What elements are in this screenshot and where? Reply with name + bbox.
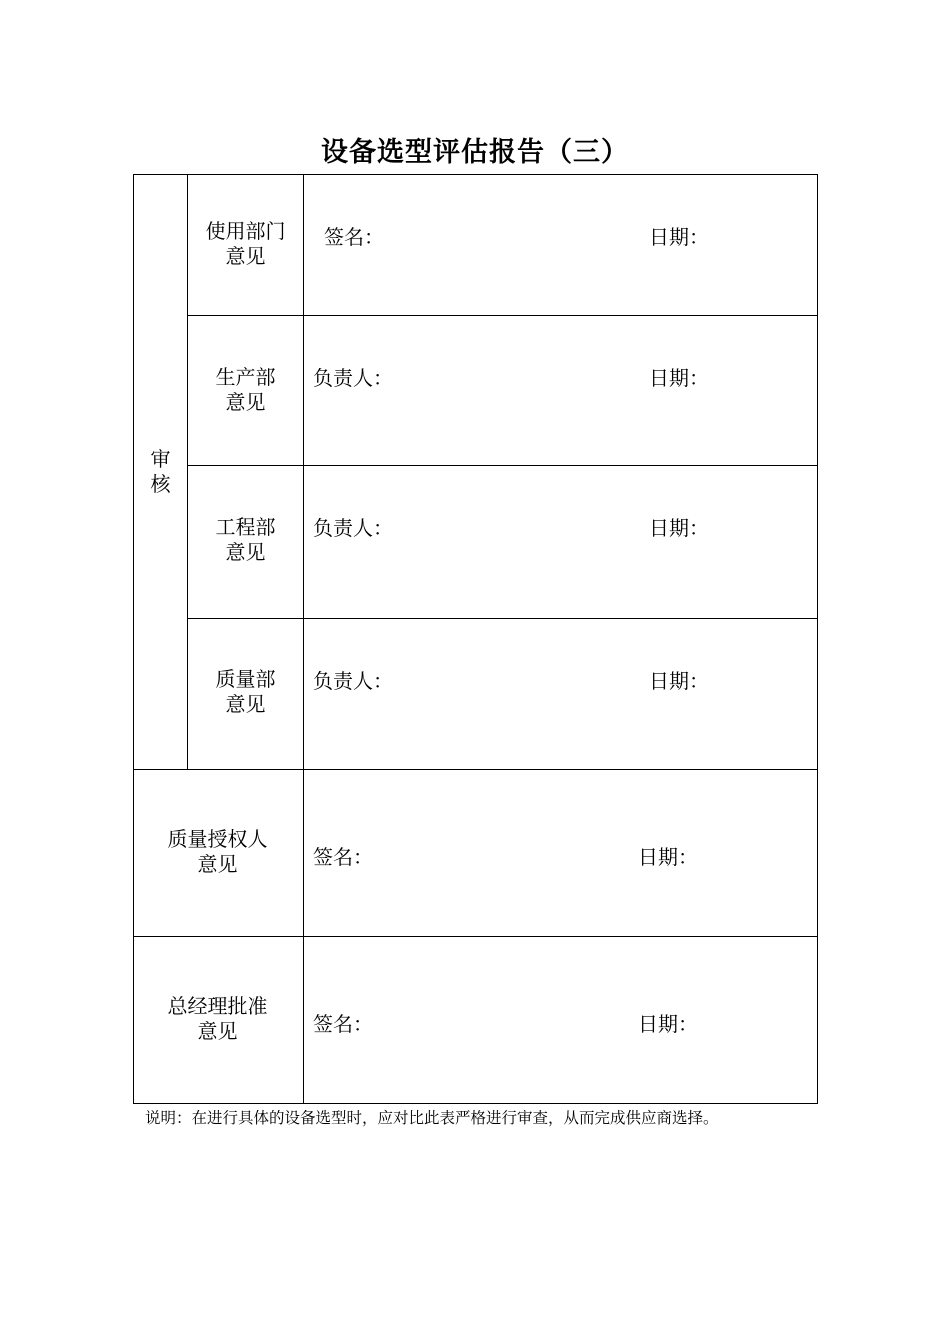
dept-label-cell (188, 316, 304, 466)
quality-dept-date-label: 日期： (649, 669, 709, 693)
qa-authorized-label: 质量授权人 意见 (167, 827, 268, 876)
usage-dept-date-label: 日期： (649, 225, 709, 249)
page-title: 设备选型评估报告（三） (321, 137, 629, 168)
gm-approval-label-cell (134, 937, 304, 1104)
review-row-engineering-dept (134, 466, 818, 619)
dept-label-cell (188, 466, 304, 619)
qa-authorized-date-label: 日期： (638, 845, 698, 869)
usage-dept-label: 使用部门 意见 (205, 219, 286, 268)
review-row-production-dept (134, 316, 818, 466)
review-group-cell (134, 175, 188, 770)
quality-dept-signer-label: 负责人： (313, 669, 393, 693)
engineering-dept-label: 工程部 意见 (215, 515, 276, 564)
gm-approval-signer-label: 签名： (313, 1012, 373, 1036)
engineering-dept-opinion-field[interactable] (304, 466, 818, 619)
production-dept-date-label: 日期： (649, 366, 709, 390)
qa-authorized-signer-label: 签名： (313, 845, 373, 869)
review-row-usage-dept (134, 175, 818, 316)
production-dept-signer-label: 负责人： (313, 366, 393, 390)
dept-label-cell (188, 175, 304, 316)
qa-authorized-label-cell (134, 770, 304, 937)
production-dept-label: 生产部 意见 (215, 364, 276, 414)
review-group-label: 审 核 (150, 447, 171, 496)
engineering-dept-signer-label: 负责人： (313, 516, 393, 540)
qa-authorized-row (134, 770, 818, 937)
engineering-dept-date-label: 日期： (649, 516, 709, 540)
dept-label-cell (188, 619, 304, 770)
footnote: 说明：在进行具体的设备选型时，应对比此表严格进行审查，从而完成供应商选择。 (145, 1109, 719, 1127)
usage-dept-signer-label: 签名： (324, 225, 384, 249)
quality-dept-opinion-field[interactable] (304, 619, 818, 770)
qa-authorized-opinion-field[interactable] (304, 770, 818, 937)
production-dept-opinion-field[interactable] (304, 316, 818, 466)
review-row-quality-dept (134, 619, 818, 770)
gm-approval-label: 总经理批准 意见 (167, 994, 268, 1043)
usage-dept-opinion-field[interactable] (304, 175, 818, 316)
gm-approval-row (134, 937, 818, 1104)
gm-approval-date-label: 日期： (638, 1012, 698, 1036)
quality-dept-label: 质量部 意见 (215, 667, 276, 716)
evaluation-form-table (133, 174, 818, 1104)
gm-approval-opinion-field[interactable] (304, 937, 818, 1104)
